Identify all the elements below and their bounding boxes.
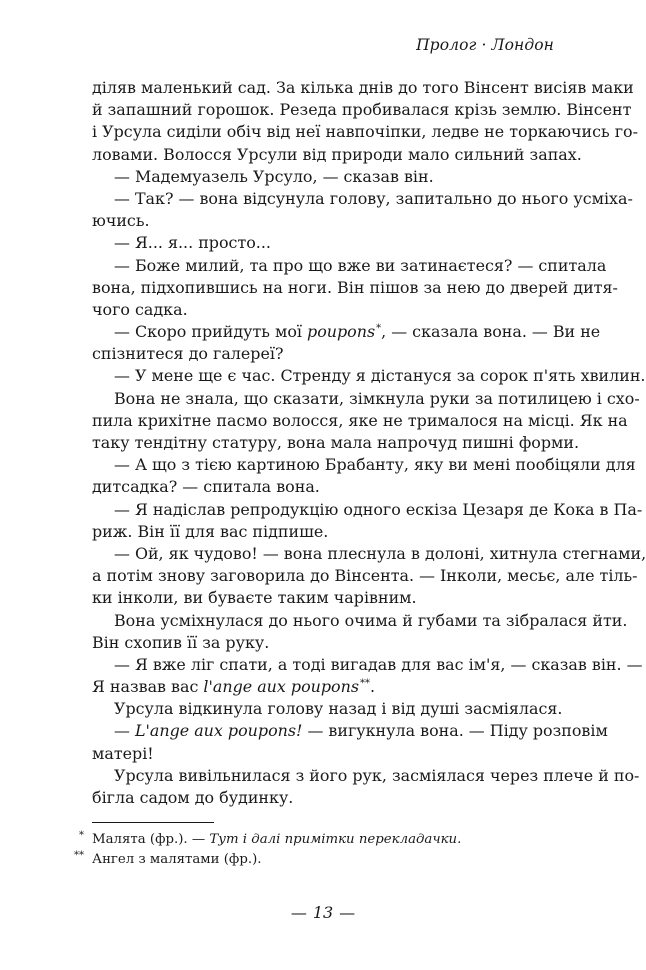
text-line: — Боже милий, та про що вже ви затинаєтеся? — спитала [114,255,607,275]
text-line: бігла садом до будинку. [92,788,294,807]
footnotes [74,830,562,870]
body-text [92,77,646,809]
text-line: — Я вже ліг спати, а тоді вигадав для вас ім'я, — сказав він. — [114,654,643,674]
text-line: ючись. [92,211,150,231]
text-line: ловами. Волосся Урсули від природи мало сильний запах. [92,144,582,164]
text-line: — Ой, як чудово! — вона плеснула в долоні, хитнула стегнами, [114,543,646,563]
folio-number: 13 [312,903,334,922]
text-line: чого садка. [92,299,188,319]
text-line: ки інколи, ви буваєте таким чарівним. [92,588,417,608]
text-line: вона, підхопившись на ноги. Він пішов за нею до дверей дитя- [92,277,618,297]
footnote-text: Малята (фр.). — [92,832,210,847]
text-line: — Я... я... просто... [114,233,271,253]
text-line: дитсадка? — спитала вона. [92,477,320,497]
italic-phrase: l'ange aux poupons [203,677,360,697]
text-segment: Я назвав вас [92,677,204,697]
text-line [92,676,562,698]
page-number [0,903,646,922]
text-line [92,720,608,742]
text-line: Урсула відкинула голову назад і від душі засміялася. [114,699,563,719]
text-line: Урсула вивільнилася з його рук, засміялася через плече й по- [114,765,640,785]
footnote-ref: ** [360,678,371,690]
text-segment: — вигукнула вона. — Піду розповім [302,721,608,741]
text-line: матері! [92,743,154,763]
italic-phrase: poupons [307,322,376,342]
text-line: риж. Він її для вас підпише. [92,521,329,541]
text-segment: , — сказала вона. — Ви не [381,322,601,342]
text-line: — Мадемуазель Урсуло, — сказав він. [114,166,434,186]
footnote-ref: * [376,323,382,335]
text-line: діляв маленький сад. За кілька днів до того Вінсент висіяв маки [92,78,634,97]
footnote-divider [92,822,214,823]
text-line: і Урсула сиділи обіч від неї навпочіпки, ледве не торкаючись го- [92,122,638,142]
folio-dash-right: — [339,903,356,922]
text-segment: — Скоро прийдуть мої [114,322,308,342]
footnote-mark: ** [74,850,84,861]
text-line: — У мене ще є час. Стренду я дістануся за сорок п'ять хвилин. [114,366,646,386]
text-line: й запашний горошок. Резеда пробивалася крізь землю. Вінсент [92,100,632,120]
footnote-text: Ангел з малятами (фр.). [92,852,262,867]
text-segment: . [370,677,376,697]
footnote [79,830,562,850]
footnote-mark: * [79,830,84,841]
italic-phrase: — L'ange aux poupons! [114,721,303,741]
text-line: — А що з тією картиною Брабанту, яку ви мені пообіцяли для [114,455,636,475]
text-line: спізнитеся до галереї? [92,344,284,364]
text-line: таку тендітну статуру, вона мала напрочуд пишні форми. [92,433,579,452]
folio-dash-left: — [290,903,307,922]
text-line: — Я надіслав репродукцію одного ескіза Цезаря де Кока в Па- [114,499,643,519]
text-line: Він схопив її за руку. [92,632,270,652]
text-line: — Так? — вона відсунула голову, запитально до нього усміха- [114,188,633,208]
text-line: Вона усміхнулася до нього очима й губами та зібралася йти. [114,610,628,630]
footnote-note: Тут і далі примітки перекладачки. [209,832,462,847]
text-line: а потім знову заговорила до Вінсента. — Інколи, месьє, але тіль- [92,566,638,586]
running-header: Пролог · Лондон [416,36,554,54]
text-line [92,321,601,343]
text-line: Вона не знала, що сказати, зімкнула руки за потилицею і схо- [114,388,640,408]
text-line: пила крихітне пасмо волосся, яке не трималося на місці. Як на [92,410,628,430]
footnote [74,850,562,870]
